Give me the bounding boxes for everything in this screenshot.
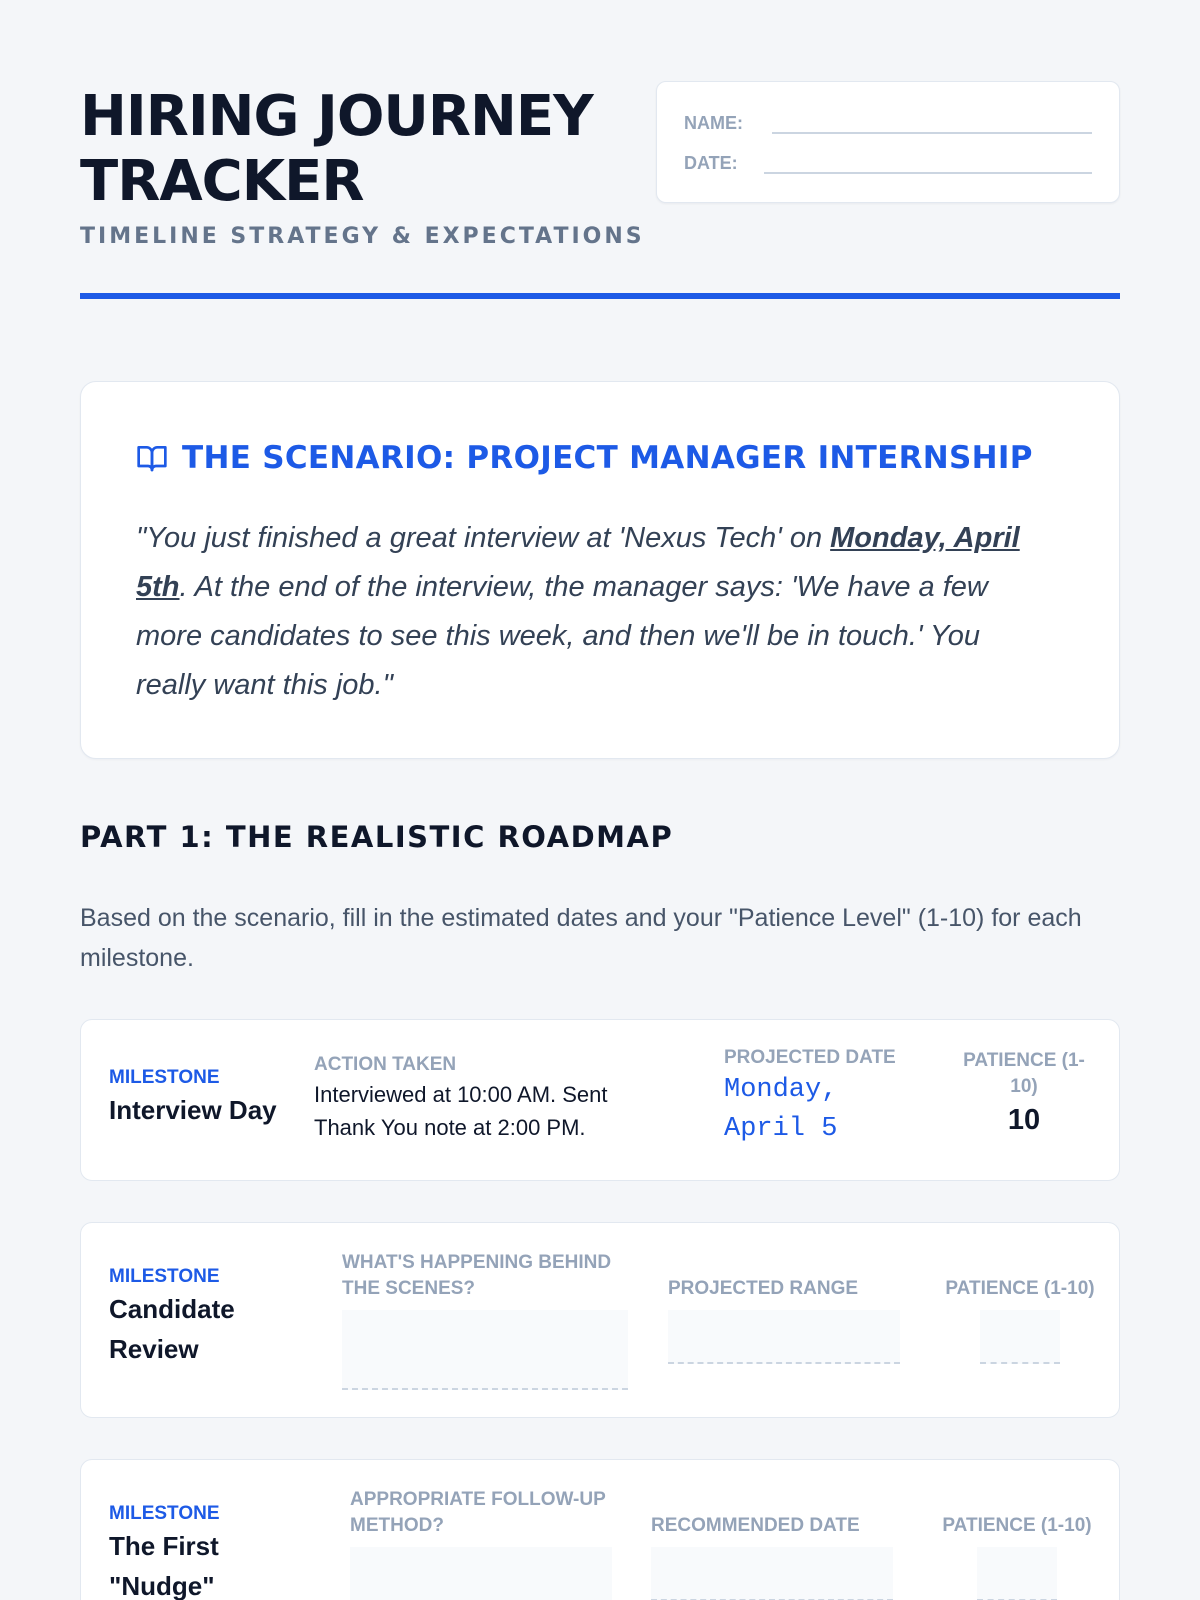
action-cell bbox=[314, 1052, 654, 1144]
follow-up-field[interactable] bbox=[350, 1547, 612, 1600]
scenario-title: THE SCENARIO: PROJECT MANAGER INTERNSHIP bbox=[182, 440, 1033, 476]
section-title: PART 1: THE REALISTIC ROADMAP bbox=[80, 820, 674, 854]
milestone-label: MILESTONE bbox=[109, 1067, 220, 1088]
name-label: NAME: bbox=[684, 113, 743, 133]
page-subtitle: TIMELINE STRATEGY & EXPECTATIONS bbox=[80, 224, 645, 249]
date-field[interactable] bbox=[764, 150, 1092, 174]
projected-range-label: PROJECTED RANGE bbox=[668, 1278, 859, 1299]
milestone-card bbox=[80, 1019, 1120, 1181]
milestone-cell bbox=[109, 1066, 289, 1130]
patience-label: PATIENCE (1-10) bbox=[945, 1278, 1095, 1299]
milestone-label: MILESTONE bbox=[109, 1266, 220, 1287]
patience-cell bbox=[939, 1048, 1109, 1137]
patience-label: PATIENCE (1-10) bbox=[963, 1050, 1085, 1097]
date-cell bbox=[724, 1045, 924, 1149]
name-field[interactable] bbox=[772, 110, 1092, 134]
milestone-card bbox=[80, 1222, 1120, 1418]
recommended-date-label: RECOMMENDED DATE bbox=[651, 1515, 860, 1536]
scenario-card bbox=[80, 381, 1120, 759]
header bbox=[80, 0, 1120, 300]
milestone-cell bbox=[109, 1502, 309, 1600]
behind-scenes-field[interactable] bbox=[342, 1310, 628, 1390]
scenario-heading bbox=[136, 440, 1033, 476]
open-book-icon bbox=[136, 442, 168, 474]
patience-value: 10 bbox=[1007, 1104, 1041, 1136]
milestone-cell bbox=[109, 1265, 309, 1369]
follow-up-label: APPROPRIATE FOLLOW-UP METHOD? bbox=[350, 1489, 606, 1536]
milestone-name: Candidate Review bbox=[109, 1294, 235, 1364]
follow-up-cell bbox=[350, 1487, 612, 1600]
recommended-date-field[interactable] bbox=[651, 1547, 893, 1600]
patience-cell bbox=[936, 1513, 1098, 1600]
milestone-name: Interview Day bbox=[109, 1095, 277, 1125]
behind-scenes-cell bbox=[342, 1250, 628, 1390]
action-value: Interviewed at 10:00 AM. Sent Thank You note at 2:00 PM. bbox=[314, 1082, 608, 1140]
milestone-label: MILESTONE bbox=[109, 1503, 220, 1524]
behind-scenes-label: WHAT'S HAPPENING BEHIND THE SCENES? bbox=[342, 1252, 612, 1299]
page-title: HIRING JOURNEY TRACKER bbox=[80, 84, 593, 214]
patience-field[interactable] bbox=[980, 1310, 1060, 1364]
projected-date-label: PROJECTED DATE bbox=[724, 1047, 896, 1068]
name-date-box bbox=[656, 81, 1120, 203]
quote-text-end: . At the end of the interview, the manager says: 'We have a few more candidates to see this week, and then we'll be in touch.' You really want this job." bbox=[136, 571, 988, 701]
range-cell bbox=[668, 1276, 900, 1364]
projected-range-field[interactable] bbox=[668, 1310, 900, 1364]
section-intro: Based on the scenario, fill in the estimated dates and your "Patience Level" (1-10) for each milestone. bbox=[80, 904, 1082, 972]
header-divider bbox=[80, 293, 1120, 299]
projected-date-value: Monday, April 5 bbox=[724, 1075, 838, 1144]
worksheet-page bbox=[80, 0, 1120, 1600]
milestone-name: The First "Nudge" bbox=[109, 1531, 219, 1600]
date-row bbox=[684, 150, 1092, 174]
patience-field[interactable] bbox=[977, 1547, 1057, 1600]
patience-label: PATIENCE (1-10) bbox=[942, 1515, 1092, 1536]
name-row bbox=[684, 110, 1092, 134]
quote-text-start: "You just finished a great interview at 'Nexus Tech' on bbox=[136, 522, 831, 554]
recommended-date-cell bbox=[651, 1513, 893, 1600]
action-label: ACTION TAKEN bbox=[314, 1054, 457, 1075]
quote-highlight-date: Monday, April 5th bbox=[136, 522, 1020, 603]
milestone-card bbox=[80, 1459, 1120, 1600]
date-label: DATE: bbox=[684, 153, 738, 173]
patience-cell bbox=[939, 1276, 1101, 1364]
scenario-quote bbox=[136, 514, 1036, 710]
